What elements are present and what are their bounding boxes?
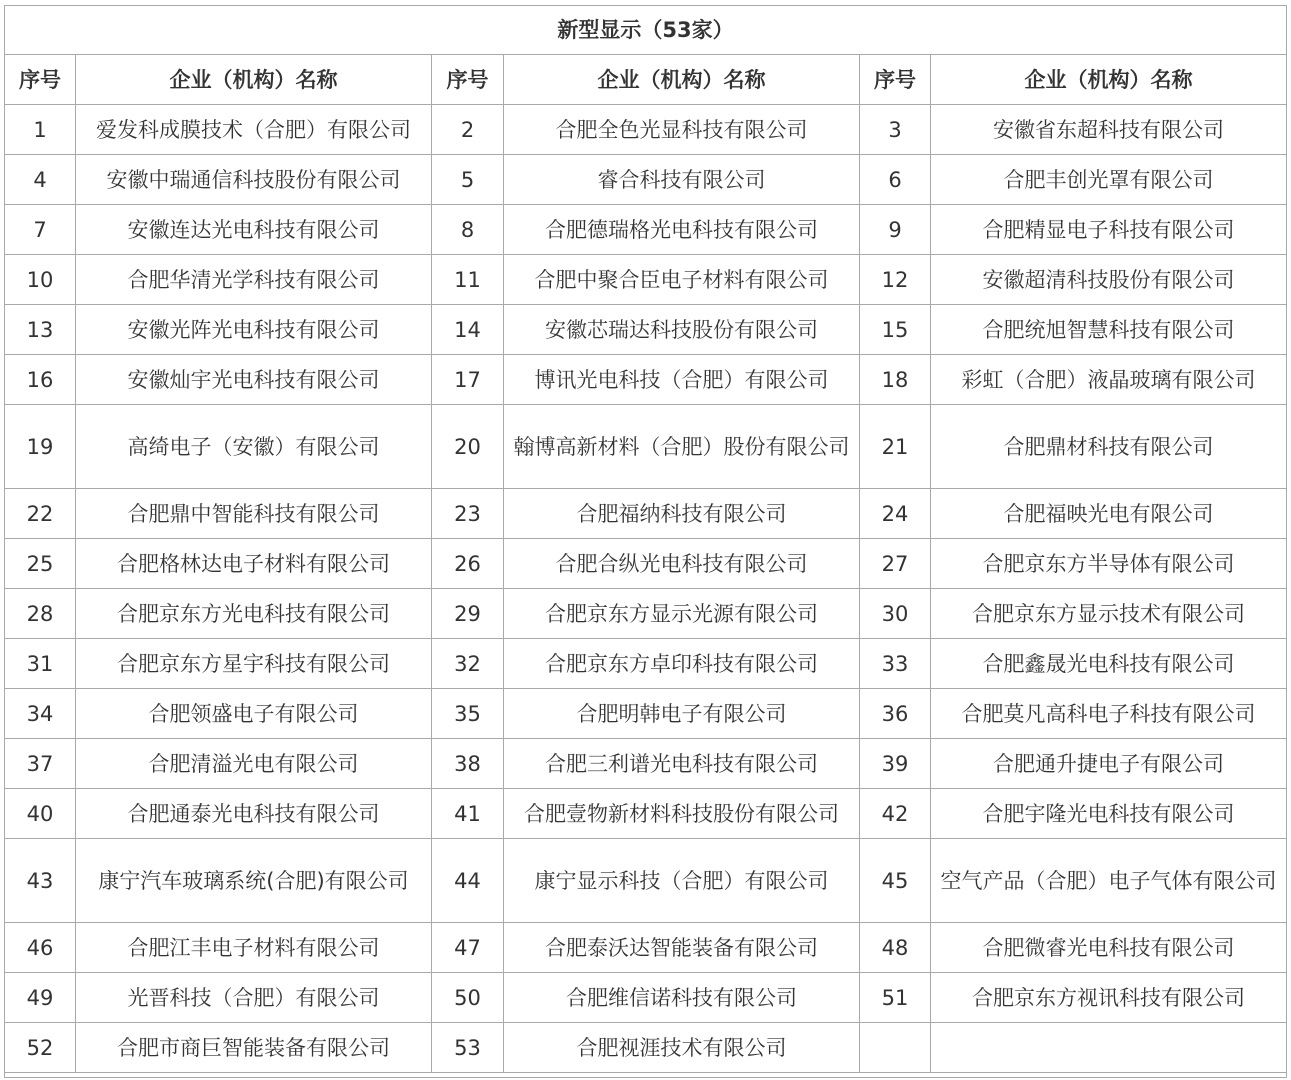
row-index-cell: 16: [5, 355, 76, 405]
table-header-row: [5, 55, 1287, 105]
row-index-cell: 4: [5, 155, 76, 205]
company-name-cell: 合肥合纵光电科技有限公司: [504, 539, 860, 589]
table-row: [5, 973, 1287, 1023]
company-name-cell: 合肥京东方光电科技有限公司: [76, 589, 432, 639]
row-index-cell: 50: [432, 973, 504, 1023]
row-index-cell: 24: [860, 489, 931, 539]
company-name-cell: 合肥三利谱光电科技有限公司: [504, 739, 860, 789]
company-name-cell: 合肥中聚合臣电子材料有限公司: [504, 255, 860, 305]
row-index-cell: 20: [432, 405, 504, 489]
company-name-cell: 合肥京东方显示技术有限公司: [931, 589, 1287, 639]
table-row: [5, 1023, 1287, 1073]
company-name-cell: 合肥京东方显示光源有限公司: [504, 589, 860, 639]
row-index-cell: 19: [5, 405, 76, 489]
company-name-cell: 合肥莫凡高科电子科技有限公司: [931, 689, 1287, 739]
row-index-cell: 11: [432, 255, 504, 305]
table-row: [5, 205, 1287, 255]
row-index-cell: 36: [860, 689, 931, 739]
row-index-cell: 10: [5, 255, 76, 305]
row-index-cell: 18: [860, 355, 931, 405]
row-index-cell: 33: [860, 639, 931, 689]
company-name-cell: 安徽超清科技股份有限公司: [931, 255, 1287, 305]
company-name-cell: 安徽光阵光电科技有限公司: [76, 305, 432, 355]
company-name-cell: 合肥精显电子科技有限公司: [931, 205, 1287, 255]
column-header-name: 企业（机构）名称: [504, 55, 860, 105]
row-index-cell: 44: [432, 839, 504, 923]
row-index-cell: 1: [5, 105, 76, 155]
company-name-cell: 合肥全色光显科技有限公司: [504, 105, 860, 155]
row-index-cell: 28: [5, 589, 76, 639]
table-row: [5, 923, 1287, 973]
company-name-cell: 合肥通泰光电科技有限公司: [76, 789, 432, 839]
row-index-cell: 30: [860, 589, 931, 639]
company-name-cell: 合肥鼎中智能科技有限公司: [76, 489, 432, 539]
row-index-cell: 49: [5, 973, 76, 1023]
company-name-cell: 合肥华清光学科技有限公司: [76, 255, 432, 305]
company-name-cell: 合肥鑫晟光电科技有限公司: [931, 639, 1287, 689]
row-index-cell: 48: [860, 923, 931, 973]
table-row: [5, 589, 1287, 639]
company-name-cell: 合肥京东方视讯科技有限公司: [931, 973, 1287, 1023]
company-name-cell: 合肥清溢光电有限公司: [76, 739, 432, 789]
row-index-cell: 53: [432, 1023, 504, 1073]
row-index-cell: 25: [5, 539, 76, 589]
row-index-cell: 12: [860, 255, 931, 305]
company-name-cell: 安徽连达光电科技有限公司: [76, 205, 432, 255]
row-index-cell: 37: [5, 739, 76, 789]
row-index-cell: 14: [432, 305, 504, 355]
row-index-cell: 32: [432, 639, 504, 689]
company-name-cell: 高绮电子（安徽）有限公司: [76, 405, 432, 489]
row-index-cell: 39: [860, 739, 931, 789]
column-header-index: 序号: [432, 55, 504, 105]
table-row: [5, 839, 1287, 923]
table-row: [5, 305, 1287, 355]
table-body: [5, 105, 1287, 1078]
table-row: [5, 355, 1287, 405]
company-name-cell: 合肥通升捷电子有限公司: [931, 739, 1287, 789]
table-row: [5, 105, 1287, 155]
row-index-cell: [860, 1023, 931, 1073]
row-index-cell: 23: [432, 489, 504, 539]
table-row: [5, 689, 1287, 739]
company-name-cell: 翰博高新材料（合肥）股份有限公司: [504, 405, 860, 489]
row-index-cell: 40: [5, 789, 76, 839]
company-name-cell: 合肥京东方半导体有限公司: [931, 539, 1287, 589]
column-header-index: 序号: [860, 55, 931, 105]
table-row: [5, 639, 1287, 689]
company-name-cell: 安徽省东超科技有限公司: [931, 105, 1287, 155]
table-row-partial: [5, 1073, 1287, 1078]
company-name-cell: 合肥江丰电子材料有限公司: [76, 923, 432, 973]
row-index-cell: 27: [860, 539, 931, 589]
company-name-cell: 合肥统旭智慧科技有限公司: [931, 305, 1287, 355]
company-name-cell: 合肥维信诺科技有限公司: [504, 973, 860, 1023]
row-index-cell: 22: [5, 489, 76, 539]
row-index-cell: 46: [5, 923, 76, 973]
column-header-name: 企业（机构）名称: [931, 55, 1287, 105]
company-name-cell: 睿合科技有限公司: [504, 155, 860, 205]
company-name-cell: 安徽芯瑞达科技股份有限公司: [504, 305, 860, 355]
row-index-cell: 45: [860, 839, 931, 923]
table-row: [5, 405, 1287, 489]
company-name-cell: 合肥福映光电有限公司: [931, 489, 1287, 539]
row-index-cell: 51: [860, 973, 931, 1023]
row-index-cell: 52: [5, 1023, 76, 1073]
column-header-index: 序号: [5, 55, 76, 105]
row-index-cell: 38: [432, 739, 504, 789]
row-index-cell: 21: [860, 405, 931, 489]
company-name-cell: 合肥微睿光电科技有限公司: [931, 923, 1287, 973]
row-index-cell: 35: [432, 689, 504, 739]
company-name-cell: 合肥鼎材科技有限公司: [931, 405, 1287, 489]
row-index-cell: 6: [860, 155, 931, 205]
company-name-cell: 合肥京东方卓印科技有限公司: [504, 639, 860, 689]
table-row: [5, 489, 1287, 539]
company-name-cell: 合肥福纳科技有限公司: [504, 489, 860, 539]
company-name-cell: 合肥宇隆光电科技有限公司: [931, 789, 1287, 839]
company-name-cell: [931, 1023, 1287, 1073]
row-index-cell: 15: [860, 305, 931, 355]
table-row: [5, 155, 1287, 205]
company-name-cell: 光晋科技（合肥）有限公司: [76, 973, 432, 1023]
table-row: [5, 789, 1287, 839]
row-index-cell: 34: [5, 689, 76, 739]
row-index-cell: 5: [432, 155, 504, 205]
row-index-cell: 47: [432, 923, 504, 973]
row-index-cell: 7: [5, 205, 76, 255]
row-index-cell: 29: [432, 589, 504, 639]
company-name-cell: 合肥丰创光罩有限公司: [931, 155, 1287, 205]
table-row: [5, 539, 1287, 589]
company-name-cell: 康宁汽车玻璃系统(合肥)有限公司: [76, 839, 432, 923]
company-name-cell: 彩虹（合肥）液晶玻璃有限公司: [931, 355, 1287, 405]
row-index-cell: 42: [860, 789, 931, 839]
company-name-cell: 合肥壹物新材料科技股份有限公司: [504, 789, 860, 839]
company-name-cell: 安徽灿宇光电科技有限公司: [76, 355, 432, 405]
table-title-row: [5, 6, 1287, 55]
company-name-cell: 爱发科成膜技术（合肥）有限公司: [76, 105, 432, 155]
row-index-cell: 43: [5, 839, 76, 923]
company-name-cell: 合肥京东方星宇科技有限公司: [76, 639, 432, 689]
company-name-cell: 合肥市商巨智能装备有限公司: [76, 1023, 432, 1073]
row-index-cell: 31: [5, 639, 76, 689]
table-row: [5, 739, 1287, 789]
column-header-name: 企业（机构）名称: [76, 55, 432, 105]
row-index-cell: 2: [432, 105, 504, 155]
company-name-cell: 合肥泰沃达智能装备有限公司: [504, 923, 860, 973]
company-table: [4, 5, 1287, 1078]
row-index-cell: 13: [5, 305, 76, 355]
company-name-cell: 合肥领盛电子有限公司: [76, 689, 432, 739]
company-name-cell: 博讯光电科技（合肥）有限公司: [504, 355, 860, 405]
row-index-cell: 26: [432, 539, 504, 589]
company-name-cell: 合肥明韩电子有限公司: [504, 689, 860, 739]
company-name-cell: 合肥格林达电子材料有限公司: [76, 539, 432, 589]
table-row: [5, 255, 1287, 305]
company-name-cell: 合肥视涯技术有限公司: [504, 1023, 860, 1073]
row-index-cell: 8: [432, 205, 504, 255]
row-index-cell: 41: [432, 789, 504, 839]
company-name-cell: 安徽中瑞通信科技股份有限公司: [76, 155, 432, 205]
row-index-cell: 3: [860, 105, 931, 155]
table-title: 新型显示（53家）: [5, 6, 1287, 55]
partial-cell: [5, 1073, 1287, 1078]
company-name-cell: 空气产品（合肥）电子气体有限公司: [931, 839, 1287, 923]
company-name-cell: 合肥德瑞格光电科技有限公司: [504, 205, 860, 255]
company-name-cell: 康宁显示科技（合肥）有限公司: [504, 839, 860, 923]
row-index-cell: 17: [432, 355, 504, 405]
row-index-cell: 9: [860, 205, 931, 255]
